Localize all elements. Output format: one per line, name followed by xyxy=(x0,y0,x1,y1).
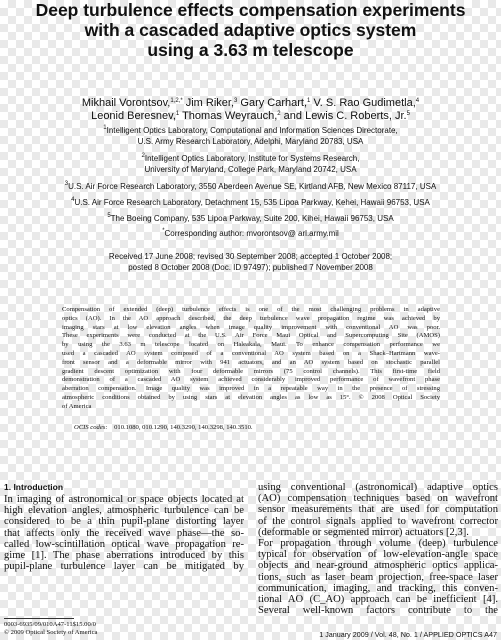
author-affiliation-mark: 1 xyxy=(175,111,180,117)
copyright-footnote xyxy=(4,621,97,637)
affiliation-mark: * xyxy=(162,228,165,234)
affiliation xyxy=(0,198,501,209)
body-line: using conventional (astronomical) adaptive optics xyxy=(258,482,498,493)
body-line: pupil-plane turbulence layer can be mitigated by xyxy=(4,561,244,573)
body-line: Several well-known factors contribute to the xyxy=(258,605,498,617)
author-affiliation-mark: 2 xyxy=(277,111,281,117)
author-affiliation-mark: 1 xyxy=(307,98,311,104)
author-name: Thomas Weyrauch, xyxy=(179,110,278,122)
affiliation xyxy=(0,154,501,175)
affiliation-line: U.S. Army Research Laboratory, Adelphi, Maryland 20783, USA xyxy=(137,136,364,146)
date-line: posted 8 October 2008 (Doc. ID 97497); published 7 November 2008 xyxy=(128,262,373,272)
author-affiliation-mark: 1,2,* xyxy=(170,98,183,104)
abstract-line: optics (AO). In the AO approach described, the deep turbulence wave propagation regime was achieved by xyxy=(62,314,440,322)
body-line: For propagation through volume (deep) turbulence xyxy=(258,538,498,550)
body-line: high elevation angles, atmospheric turbulence can be xyxy=(4,505,244,517)
body-line: typical for observation of low-elevation-angle space xyxy=(258,549,498,561)
abstract-line: by using the 3.63 m telescope located on Haleakala, Maui. To enhance compensation performance we xyxy=(62,341,440,349)
author-name: Leonid Beresnev, xyxy=(91,110,176,122)
body-line: that affects only the received wave phase—the so- xyxy=(4,527,244,539)
affiliation-line: U.S. Air Force Research Laboratory, Detachment 15, 535 Lipoa Parkway, Kehei, Hawaii 96753, USA xyxy=(74,198,430,207)
abstract-line: atmospheric conditions obtained by using stars at elevation angles as low as 15°. © 2008 Optical Society xyxy=(62,393,440,401)
body-line: In imaging of astronomical or space objects located at xyxy=(4,494,244,505)
paper-title xyxy=(0,0,501,60)
affiliation-line: Intelligent Optics Laboratory, Computational and Information Sciences Directorate, xyxy=(106,126,398,135)
author-list xyxy=(0,97,501,123)
body-line: (AO) compensation techniques based on wavefront xyxy=(258,493,498,505)
abstract-line: gradient descent optimization with four deformable mirrors (75 control channels). This first-time field xyxy=(62,367,440,375)
affiliation xyxy=(0,214,501,225)
abstract-line: aberration compensation. Image quality was improved in a repeatable way in the presence of stressing xyxy=(62,385,440,393)
affiliation xyxy=(0,126,501,147)
ocis-label: OCIS codes: xyxy=(74,424,108,431)
body-line: sensor measurements that are used for computation xyxy=(258,504,498,516)
author-affiliation-mark: 5 xyxy=(406,111,410,117)
abstract xyxy=(62,306,440,412)
abstract-line: Compensation of extended (deep) turbulence effects is one of the most challenging problems in adaptive xyxy=(62,306,440,313)
ocis-codes xyxy=(74,424,454,431)
right-column-text xyxy=(258,482,498,616)
body-line: of the control signals applied to wavefront corrector xyxy=(258,515,498,527)
footnote-rule xyxy=(4,618,74,619)
title-line: Deep turbulence effects compensation experiments xyxy=(35,0,466,20)
section-heading: 1. Introduction xyxy=(4,482,64,492)
body-line: considered to be a thin pupil-plane distorting layer xyxy=(4,516,244,528)
corresponding-author xyxy=(0,229,501,240)
affiliation-mark: 4 xyxy=(71,197,75,203)
affiliation-line: U.S. Air Force Research Laboratory, 3550 Aberdeen Avenue SE, Kirtland AFB, New Mexico 87117, USA xyxy=(68,182,437,191)
abstract-line: imaging stars at low elevation angles when image quality improvement with conventional AO was poor. xyxy=(62,323,440,331)
ocis-code-list: 010.1080, 010.1290, 140.3290, 140.3298, 140.3510. xyxy=(114,424,253,431)
author-name: Mikhail Vorontsov, xyxy=(81,97,171,109)
author-name: Gary Carhart, xyxy=(237,97,308,109)
corresponding-author-email: Corresponding author: mvorontsov@ arl.army.mil xyxy=(164,229,339,238)
publication-dates xyxy=(0,252,501,273)
author-name: V. S. Rao Gudimetla, xyxy=(310,97,416,109)
body-line: gime [1]. The phase aberrations introduced by this xyxy=(4,550,244,562)
author-affiliation-mark: 3 xyxy=(234,98,238,104)
body-line: objects and near-ground atmospheric optics applica- xyxy=(258,560,498,572)
affiliation-mark: 3 xyxy=(64,181,69,187)
abstract-line: These experiments were conducted at the U.S. Air Force Maui Optical and Supercomputing Site (AMOS) xyxy=(62,332,440,340)
date-line: Received 17 June 2008; revised 30 September 2008; accepted 1 October 2008; xyxy=(108,252,393,261)
running-footer: 1 January 2009 / Vol. 48, No. 1 / APPLIED OPTICS A47 xyxy=(319,630,497,639)
affiliation xyxy=(0,182,501,193)
body-line: tional AO (C_AO) approach can be inefficient [4]. xyxy=(258,594,498,606)
footnote-line: 0003-6935/09/010A47-11$15.00/0 xyxy=(4,621,96,628)
author-line xyxy=(0,97,501,110)
left-column-text xyxy=(4,494,244,572)
abstract-line: demonstration of a cascaded AO system achieved considerably improved performance of wavefront phase xyxy=(62,376,440,384)
abstract-line: front sensor and a deformable mirror with 941 actuators, and an AO system based on stochastic parallel xyxy=(62,358,440,366)
footnote-line: © 2009 Optical Society of America xyxy=(4,629,98,636)
title-line: using a 3.63 m telescope xyxy=(147,40,354,60)
affiliation-mark: 5 xyxy=(107,213,111,219)
body-line: (deformable or segmented mirror) actuators [2,3]. xyxy=(258,526,469,538)
body-line: communication, imaging, and tracking, this conven- xyxy=(258,582,498,594)
affiliation-mark: 2 xyxy=(141,153,145,159)
author-affiliation-mark: 4 xyxy=(415,98,420,104)
affiliation-mark: 1 xyxy=(103,125,107,131)
body-line: called low-scintillation optical wave propagation re- xyxy=(4,538,244,550)
affiliation-line: University of Maryland, College Park, Maryland 20742, USA xyxy=(144,164,357,174)
abstract-line: of America xyxy=(62,402,92,410)
body-line: tions, such as laser beam projection, free-space laser xyxy=(258,571,498,583)
author-name: and Lewis C. Roberts, Jr. xyxy=(280,110,407,122)
affiliation-line: Intelligent Optics Laboratory, Institute for Systems Research, xyxy=(144,154,360,163)
author-name: Jim Riker, xyxy=(182,97,235,109)
title-line: with a cascaded adaptive optics system xyxy=(84,20,417,40)
affiliation-line: The Boeing Company, 535 Lipoa Parkway, Suite 200, Kihei, Hawaii 96753, USA xyxy=(110,214,394,223)
author-line xyxy=(0,110,501,123)
abstract-line: used a cascaded AO system composed of a conventional AO system based on a Shack–Hartmann wave- xyxy=(62,349,440,357)
